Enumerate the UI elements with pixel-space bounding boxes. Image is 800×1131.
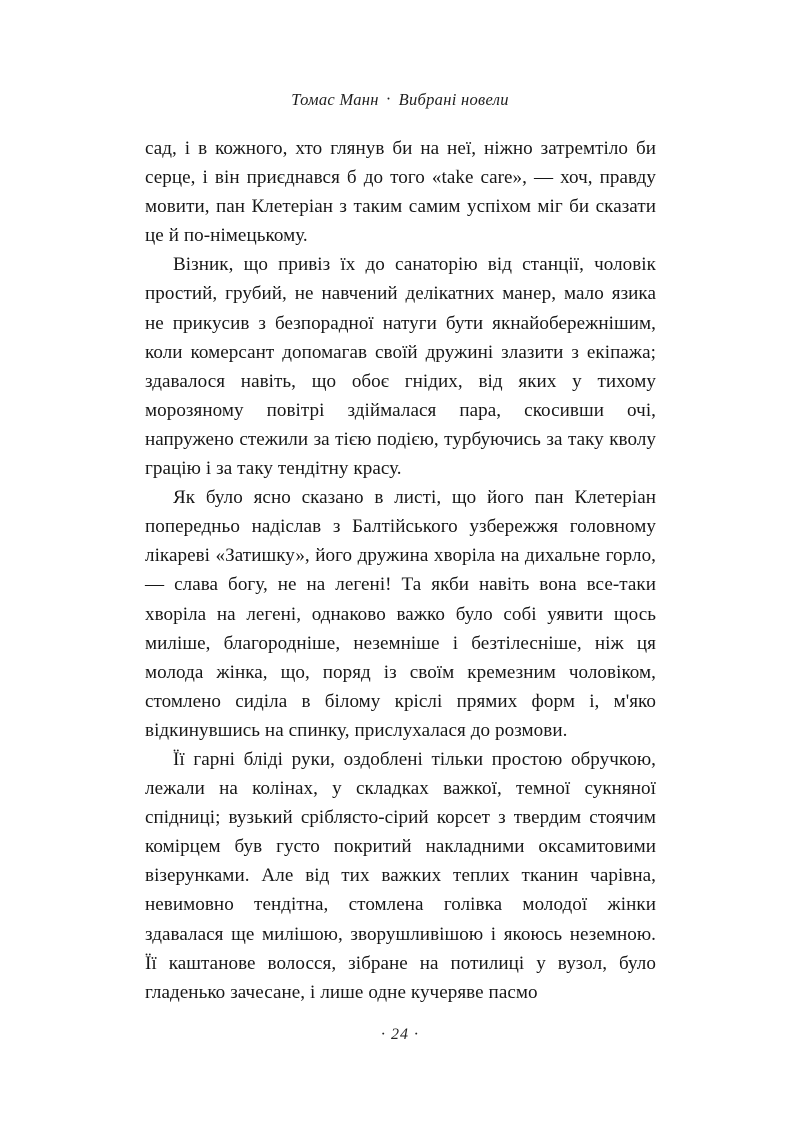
paragraph: Її гарні бліді руки, оздоблені тільки простою обручкою, лежали на колінах, у складках важкої, темної сукняної спідниці; вузький сріблясто-сірий корсет з твердим стоячим комірцем був густо покритий накладними оксамитовими візерунками. Але від тих важких теплих тканин чарівна, невимовно тендітна, стомлена голівка молодої жінки здавалася ще милішою, зворушливішою і якоюсь неземною. Її каштанове волосся, зібране на потилиці у вузол, було гладенько зачесане, і лише одне кучеряве пасмо	[145, 748, 656, 1003]
running-head	[0, 90, 800, 110]
running-head-author: Томас Манн	[291, 90, 379, 109]
paragraph: Візник, що привіз їх до санаторію від станції, чоловік простий, грубий, не навчений делікатних манер, мало язика не прикусив з безпорадної натуги бути якнайобережнішим, коли комерсант допомагав своїй дружині злазити з екіпажа; здавалося навіть, що обоє гнідих, від яких у тихому морозяному повітрі здіймалася пара, скосивши очі, напружено стежили за тією подією, турбуючись за таку кволу грацію і за таку тендітну красу.	[145, 254, 656, 480]
body-text-block	[145, 134, 656, 1007]
running-head-title: Вибрані новели	[398, 90, 509, 109]
paragraph: сад, і в кожного, хто глянув би на неї, ніжно затремтіло би серце, і він приєднався б до того «take care», — хоч, правду мовити, пан Клетеріан з таким самим успіхом міг би сказати це й по-німецькому.	[145, 138, 656, 247]
page-number: · 24 ·	[381, 1026, 419, 1043]
paragraph: Як було ясно сказано в листі, що його пан Клетеріан попередньо надіслав з Балтійського узбережжя головному лікареві «Затишку», його дружина хворіла на дихальне горло, — слава богу, не на легені! Та якби навіть вона все-таки хворіла на легені, однаково важко було собі уявити щось миліше, благородніше, неземніше і безтілесніше, ніж ця молода жінка, що, поряд із своїм кремезним чоловіком, стомлено сиділа в білому кріслі прямих форм і, м'яко відкинувшись на спинку, прислухалася до розмови.	[145, 487, 656, 741]
running-head-separator: ·	[385, 89, 392, 108]
